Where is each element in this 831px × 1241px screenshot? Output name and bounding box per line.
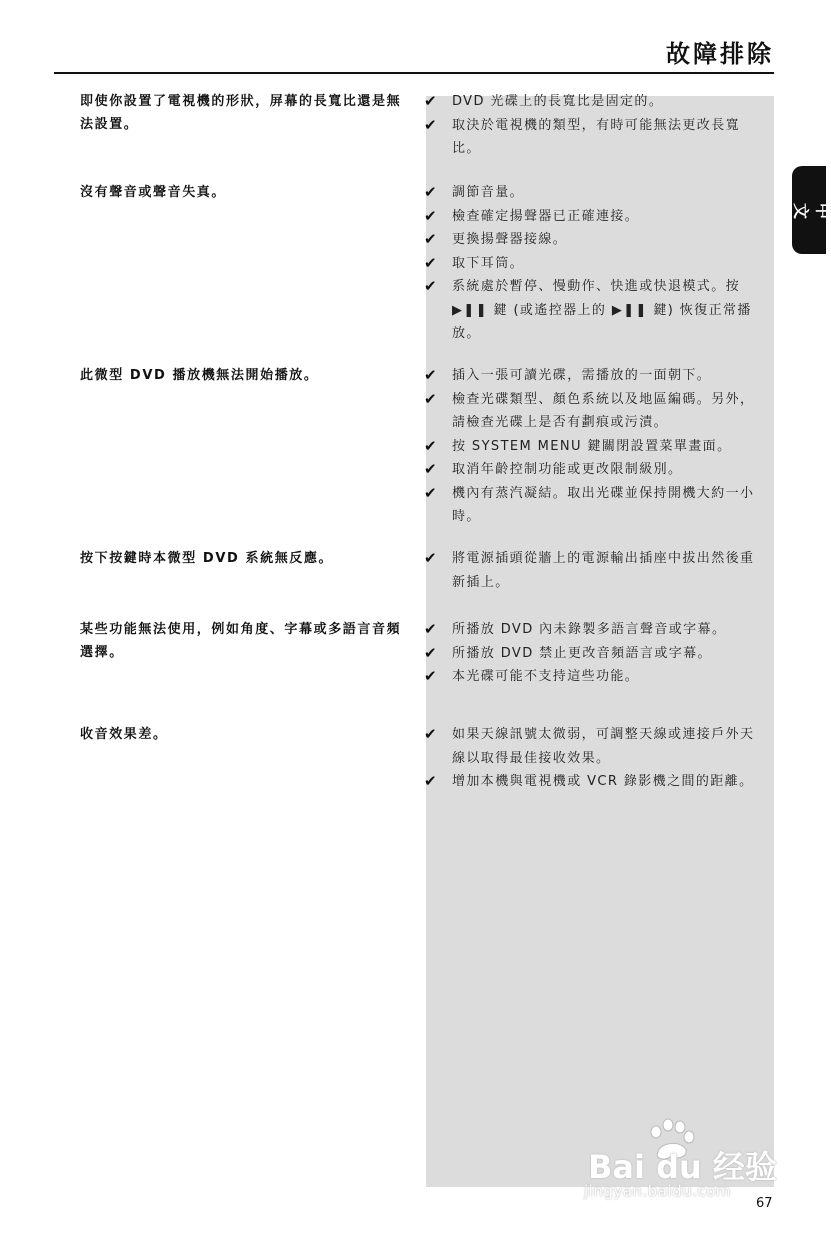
checkmark-icon: ✔ (424, 253, 438, 272)
solution-item (424, 90, 768, 114)
solution-text: DVD 光碟上的長寬比是固定的。 (452, 94, 664, 109)
solution-item (424, 642, 768, 666)
problem-aspect-ratio: 即使你設置了電視機的形狀，屏幕的長寬比還是無法設置。 (80, 94, 402, 132)
solution-text: 所播放 DVD 內未錄製多語言聲音或字幕。 (452, 622, 727, 637)
checkmark-icon: ✔ (424, 725, 438, 743)
solution-text: 如果天線訊號太微弱，可調整天線或連接戶外天線以取得最佳接收效果。 (452, 727, 755, 766)
checkmark-icon: ✔ (424, 206, 438, 225)
solutions-no-response (424, 547, 768, 594)
solution-item (424, 181, 768, 205)
problem-no-sound: 沒有聲音或聲音失真。 (80, 185, 227, 200)
solution-text: 本光碟可能不支持這些功能。 (452, 669, 640, 684)
solution-text: 系統處於暫停、慢動作、快進或快退模式。按 ▶❚❚ 鍵 (或遙控器上的 ▶❚❚ 鍵) 恢復正常播放。 (452, 279, 752, 341)
solution-text: 調節音量。 (452, 185, 525, 200)
solution-text: 增加本機與電視機或 VCR 錄影機之間的距離。 (452, 774, 754, 789)
language-tab (787, 166, 831, 254)
solution-item (424, 723, 768, 770)
checkmark-icon: ✔ (424, 115, 438, 134)
checkmark-icon: ✔ (424, 549, 438, 567)
solution-text: 取消年齡控制功能或更改限制級別。 (452, 462, 683, 477)
solutions-aspect-ratio (424, 90, 768, 161)
checkmark-icon: ✔ (424, 772, 438, 790)
solution-item (424, 435, 768, 459)
checkmark-icon: ✔ (424, 92, 438, 110)
solution-text: 機內有蒸汽凝結。取出光碟並保持開機大約一小時。 (452, 485, 755, 524)
solutions-poor-reception (424, 723, 768, 794)
checkmark-icon: ✔ (424, 436, 438, 455)
checkmark-icon: ✔ (424, 366, 438, 384)
checkmark-icon: ✔ (424, 183, 438, 201)
solution-text: 將電源插頭從牆上的電源輸出插座中拔出然後重新插上。 (452, 551, 755, 590)
problem-no-playback: 此微型 DVD 播放機無法開始播放。 (80, 368, 319, 383)
solution-text: 檢查確定揚聲器已正確連接。 (452, 208, 640, 224)
checkmark-icon: ✔ (424, 460, 438, 478)
solutions-functions-unavailable (424, 618, 768, 689)
solution-item (424, 275, 768, 346)
checkmark-icon: ✔ (424, 389, 438, 408)
checkmark-icon: ✔ (424, 230, 438, 248)
page-number: 67 (756, 1196, 773, 1211)
solutions-no-playback (424, 364, 768, 529)
checkmark-icon: ✔ (424, 620, 438, 638)
language-tab-label: 中文 (787, 200, 831, 220)
watermark-url: jingyan.baidu.com (584, 1182, 731, 1200)
solution-text: 更換揚聲器接線。 (452, 232, 568, 247)
solution-item (424, 547, 768, 594)
checkmark-icon: ✔ (424, 277, 438, 295)
watermark-text: Bai du 经验 (588, 1148, 777, 1186)
baidu-watermark (582, 1118, 778, 1202)
page-title: 故障排除 (666, 40, 774, 68)
solution-item (424, 228, 768, 252)
solution-item (424, 388, 768, 435)
solution-item (424, 665, 768, 689)
solution-item (424, 252, 768, 276)
solution-item (424, 114, 768, 161)
problem-no-response: 按下按鍵時本微型 DVD 系統無反應。 (80, 551, 334, 566)
solution-text: 取決於電視機的類型，有時可能無法更改長寬比。 (452, 117, 741, 156)
problem-functions-unavailable: 某些功能無法使用，例如角度、字幕或多語言音頻選擇。 (80, 622, 402, 660)
solution-text: 取下耳筒。 (452, 255, 525, 271)
solution-item (424, 364, 768, 388)
checkmark-icon: ✔ (424, 643, 438, 662)
solution-item (424, 205, 768, 229)
solution-item (424, 618, 768, 642)
solution-text: 插入一張可讀光碟，需播放的一面朝下。 (452, 368, 712, 383)
solution-item (424, 458, 768, 482)
solution-text: 所播放 DVD 禁止更改音頻語言或字幕。 (452, 645, 712, 661)
solution-item (424, 770, 768, 794)
checkmark-icon: ✔ (424, 483, 438, 502)
title-rule (54, 72, 774, 74)
solutions-no-sound (424, 181, 768, 346)
checkmark-icon: ✔ (424, 667, 438, 685)
solution-text: 檢查光碟類型、顏色系統以及地區編碼。另外，請檢查光碟上是否有劃痕或污漬。 (452, 391, 755, 430)
problem-poor-reception: 收音效果差。 (80, 727, 168, 742)
solution-item (424, 482, 768, 529)
solution-text: 按 SYSTEM MENU 鍵關閉設置菜單畫面。 (452, 438, 732, 454)
